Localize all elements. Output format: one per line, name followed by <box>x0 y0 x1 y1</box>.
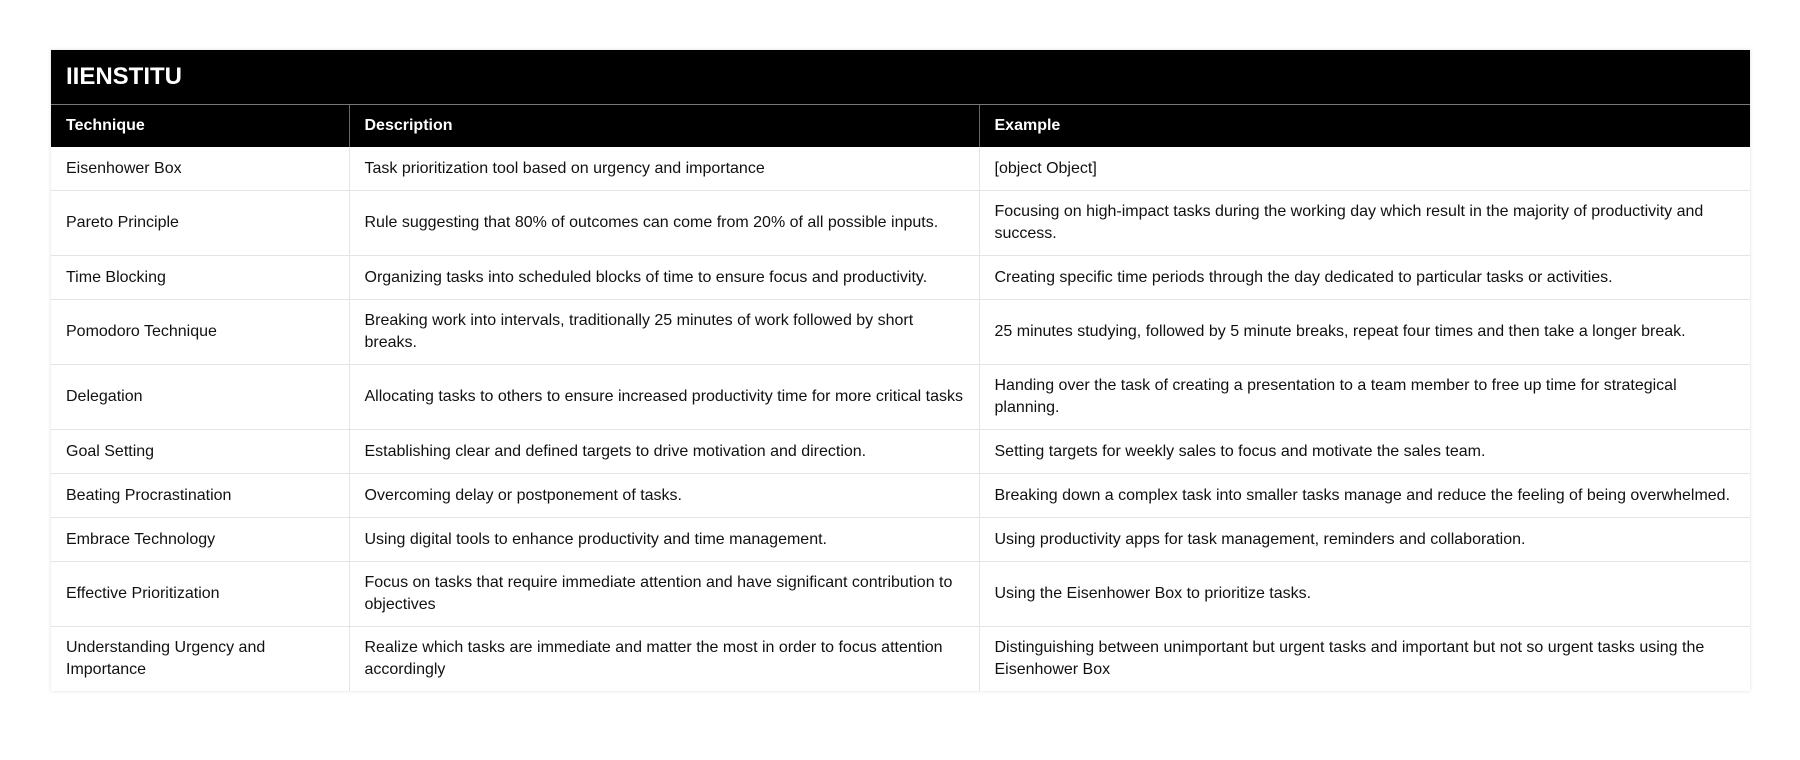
cell-example: Breaking down a complex task into smaller tasks manage and reduce the feeling of being overwhelmed. <box>979 474 1750 518</box>
cell-example: Setting targets for weekly sales to focus and motivate the sales team. <box>979 430 1750 474</box>
cell-technique: Time Blocking <box>51 256 349 300</box>
cell-description: Focus on tasks that require immediate attention and have significant contribution to objectives <box>349 562 979 627</box>
cell-example: 25 minutes studying, followed by 5 minute breaks, repeat four times and then take a longer break. <box>979 300 1750 365</box>
cell-technique: Beating Procrastination <box>51 474 349 518</box>
cell-example: [object Object] <box>979 147 1750 191</box>
table-container <box>51 50 1750 691</box>
cell-technique: Pomodoro Technique <box>51 300 349 365</box>
table-row <box>51 365 1750 430</box>
header-row <box>51 105 1750 148</box>
table-row <box>51 627 1750 692</box>
cell-description: Realize which tasks are immediate and matter the most in order to focus attention accordingly <box>349 627 979 692</box>
header-technique: Technique <box>51 105 349 148</box>
cell-description: Rule suggesting that 80% of outcomes can come from 20% of all possible inputs. <box>349 191 979 256</box>
header-example: Example <box>979 105 1750 148</box>
cell-example: Distinguishing between unimportant but urgent tasks and important but not so urgent tasks using the Eisenhower Box <box>994 639 1705 678</box>
cell-description: Task prioritization tool based on urgency and importance <box>349 147 979 191</box>
cell-technique: Embrace Technology <box>51 518 349 562</box>
table-row <box>51 147 1750 191</box>
cell-technique: Effective Prioritization <box>51 562 349 627</box>
cell-example: Using the Eisenhower Box to prioritize tasks. <box>979 562 1750 627</box>
table-row <box>51 430 1750 474</box>
table-row <box>51 474 1750 518</box>
cell-example: Focusing on high-impact tasks during the working day which result in the majority of productivity and success. <box>979 191 1750 256</box>
cell-example: Handing over the task of creating a presentation to a team member to free up time for strategical planning. <box>979 365 1750 430</box>
cell-description: Using digital tools to enhance productivity and time management. <box>349 518 979 562</box>
cell-example: Creating specific time periods through the day dedicated to particular tasks or activities. <box>979 256 1750 300</box>
cell-description: Overcoming delay or postponement of tasks. <box>349 474 979 518</box>
cell-description: Establishing clear and defined targets to drive motivation and direction. <box>349 430 979 474</box>
cell-technique: Pareto Principle <box>51 191 349 256</box>
cell-technique: Goal Setting <box>51 430 349 474</box>
cell-description: Breaking work into intervals, traditionally 25 minutes of work followed by short breaks. <box>349 300 979 365</box>
techniques-table <box>51 50 1750 691</box>
table-row <box>51 300 1750 365</box>
table-row <box>51 562 1750 627</box>
table-row <box>51 518 1750 562</box>
cell-example: Using productivity apps for task management, reminders and collaboration. <box>979 518 1750 562</box>
cell-description: Allocating tasks to others to ensure increased productivity time for more critical tasks <box>349 365 979 430</box>
title-row <box>51 50 1750 105</box>
cell-description: Organizing tasks into scheduled blocks of time to ensure focus and productivity. <box>349 256 979 300</box>
table-title: IIENSTITU <box>51 50 1750 105</box>
table-row <box>51 256 1750 300</box>
cell-technique: Delegation <box>51 365 349 430</box>
header-description: Description <box>349 105 979 148</box>
table-row <box>51 191 1750 256</box>
cell-technique: Understanding Urgency and Importance <box>51 627 349 692</box>
cell-technique: Eisenhower Box <box>51 147 349 191</box>
